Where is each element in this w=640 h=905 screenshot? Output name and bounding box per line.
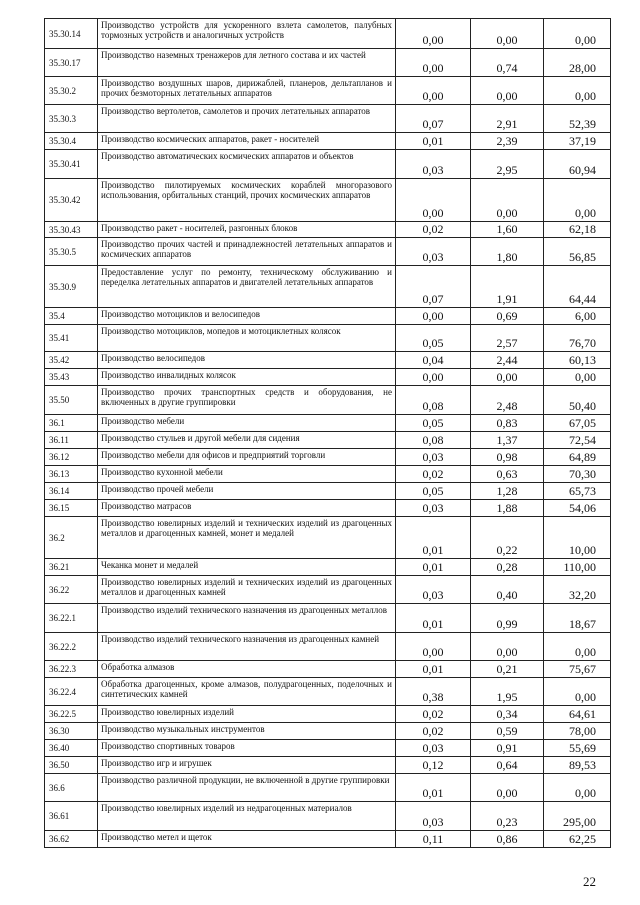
table-row [45,150,611,179]
cell-name: Производство мотоциклов, мопедов и мотоциклетных колясок [98,325,396,352]
cell-code: 36.2 [45,517,98,559]
cell-value-1: 0,01 [396,517,471,559]
cell-name: Производство ювелирных изделий и технических изделий из драгоценных металлов и драгоценных камней [98,576,396,604]
cell-value-1: 0,02 [396,222,471,238]
cell-code: 35.50 [45,386,98,415]
cell-name: Производство изделий технического назначения из драгоценных камней [98,633,396,661]
cell-value-3: 89,53 [544,757,611,774]
table-row [45,604,611,633]
cell-value-1: 0,08 [396,386,471,415]
cell-value-1: 0,07 [396,105,471,133]
table-row [45,386,611,415]
cell-value-3: 0,00 [544,678,611,706]
cell-code: 36.61 [45,802,98,831]
cell-name: Производство инвалидных колясок [98,369,396,386]
cell-value-1: 0,00 [396,633,471,661]
cell-value-2: 0,00 [471,77,544,105]
cell-value-2: 0,59 [471,723,544,740]
cell-code: 35.4 [45,308,98,325]
cell-name: Производство музыкальных инструментов [98,723,396,740]
cell-name: Производство спортивных товаров [98,740,396,757]
cell-name: Производство стульев и другой мебели для сидения [98,432,396,449]
table-body [45,19,611,848]
cell-value-1: 0,01 [396,604,471,633]
cell-code: 36.50 [45,757,98,774]
cell-value-1: 0,02 [396,723,471,740]
cell-value-1: 0,12 [396,757,471,774]
cell-value-3: 32,20 [544,576,611,604]
cell-value-2: 0,21 [471,661,544,678]
cell-name: Чеканка монет и медалей [98,559,396,576]
cell-value-2: 2,57 [471,325,544,352]
cell-name: Производство наземных тренажеров для летного состава и их частей [98,49,396,77]
cell-value-1: 0,01 [396,774,471,802]
cell-name: Производство мотоциклов и велосипедов [98,308,396,325]
cell-code: 36.22.5 [45,706,98,723]
cell-value-2: 0,00 [471,369,544,386]
cell-name: Обработка драгоценных, кроме алмазов, полудрагоценных, поделочных и синтетических камней [98,678,396,706]
cell-value-1: 0,11 [396,831,471,848]
cell-value-2: 0,98 [471,449,544,466]
cell-name: Производство прочих транспортных средств и оборудования, не включенных в другие группировки [98,386,396,415]
cell-value-3: 55,69 [544,740,611,757]
cell-value-1: 0,38 [396,678,471,706]
table-row [45,740,611,757]
table-row [45,432,611,449]
cell-value-1: 0,02 [396,466,471,483]
cell-code: 35.41 [45,325,98,352]
cell-code: 36.15 [45,500,98,517]
cell-value-2: 0,00 [471,774,544,802]
cell-code: 36.22.3 [45,661,98,678]
table-row [45,352,611,369]
cell-value-3: 0,00 [544,77,611,105]
cell-value-1: 0,03 [396,449,471,466]
table-row [45,19,611,49]
cell-code: 35.30.2 [45,77,98,105]
cell-value-3: 67,05 [544,415,611,432]
cell-code: 35.30.3 [45,105,98,133]
cell-value-1: 0,03 [396,150,471,179]
cell-value-1: 0,00 [396,77,471,105]
cell-name: Производство ракет - носителей, разгонных блоков [98,222,396,238]
cell-value-1: 0,03 [396,500,471,517]
cell-value-2: 0,74 [471,49,544,77]
cell-name: Производство кухонной мебели [98,466,396,483]
cell-value-1: 0,05 [396,415,471,432]
cell-name: Производство пилотируемых космических кораблей многоразового использования, орбитальных станций, прочих космических аппаратов [98,179,396,222]
cell-code: 35.30.4 [45,133,98,150]
page-number: 22 [583,874,596,889]
cell-value-1: 0,05 [396,325,471,352]
cell-value-2: 0,28 [471,559,544,576]
cell-code: 36.21 [45,559,98,576]
table-row [45,415,611,432]
cell-value-2: 2,39 [471,133,544,150]
cell-value-3: 0,00 [544,774,611,802]
cell-value-1: 0,00 [396,49,471,77]
cell-value-3: 64,61 [544,706,611,723]
cell-value-1: 0,03 [396,802,471,831]
cell-value-3: 0,00 [544,633,611,661]
cell-code: 36.30 [45,723,98,740]
cell-value-1: 0,05 [396,483,471,500]
cell-value-3: 60,13 [544,352,611,369]
table-row [45,757,611,774]
cell-value-3: 78,00 [544,723,611,740]
table-row [45,369,611,386]
cell-value-3: 62,25 [544,831,611,848]
table-row [45,49,611,77]
table-row [45,325,611,352]
cell-name: Предоставление услуг по ремонту, техническому обслуживанию и переделка летательных аппаратов и двигателей летательных аппаратов [98,266,396,308]
cell-value-3: 75,67 [544,661,611,678]
cell-value-3: 18,67 [544,604,611,633]
table-row [45,517,611,559]
cell-value-3: 60,94 [544,150,611,179]
cell-value-3: 110,00 [544,559,611,576]
cell-code: 36.11 [45,432,98,449]
cell-value-2: 2,91 [471,105,544,133]
cell-value-2: 1,95 [471,678,544,706]
cell-name: Производство изделий технического назначения из драгоценных металлов [98,604,396,633]
cell-value-2: 0,86 [471,831,544,848]
cell-name: Производство велосипедов [98,352,396,369]
cell-value-2: 0,64 [471,757,544,774]
cell-name: Производство матрасов [98,500,396,517]
cell-value-2: 0,40 [471,576,544,604]
cell-value-1: 0,01 [396,661,471,678]
cell-name: Производство ювелирных изделий и технических изделий из драгоценных металлов и драгоценных камней, монет и медалей [98,517,396,559]
cell-value-1: 0,00 [396,179,471,222]
cell-code: 35.30.17 [45,49,98,77]
cell-value-2: 2,48 [471,386,544,415]
cell-value-2: 0,00 [471,179,544,222]
cell-value-3: 10,00 [544,517,611,559]
table-row [45,831,611,848]
cell-value-2: 0,83 [471,415,544,432]
cell-code: 36.12 [45,449,98,466]
cell-value-1: 0,00 [396,308,471,325]
cell-value-3: 52,39 [544,105,611,133]
cell-code: 36.40 [45,740,98,757]
cell-value-3: 76,70 [544,325,611,352]
table-row [45,238,611,266]
table-row [45,723,611,740]
table-row [45,266,611,308]
cell-value-3: 0,00 [544,19,611,49]
cell-name: Производство космических аппаратов, ракет - носителей [98,133,396,150]
cell-value-2: 0,91 [471,740,544,757]
cell-name: Производство вертолетов, самолетов и прочих летательных аппаратов [98,105,396,133]
cell-value-3: 37,19 [544,133,611,150]
cell-code: 36.62 [45,831,98,848]
cell-name: Производство ювелирных изделий из недрагоценных материалов [98,802,396,831]
cell-value-2: 1,91 [471,266,544,308]
cell-value-2: 0,99 [471,604,544,633]
cell-code: 36.22 [45,576,98,604]
cell-value-1: 0,00 [396,369,471,386]
cell-name: Производство ювелирных изделий [98,706,396,723]
cell-value-2: 1,28 [471,483,544,500]
table-row [45,483,611,500]
cell-name: Производство устройств для ускоренного взлета самолетов, палубных тормозных устройств и аналогичных устройств [98,19,396,49]
cell-code: 35.42 [45,352,98,369]
cell-value-3: 28,00 [544,49,611,77]
cell-code: 36.13 [45,466,98,483]
table-row [45,77,611,105]
cell-code: 36.22.1 [45,604,98,633]
cell-code: 36.22.4 [45,678,98,706]
cell-code: 36.14 [45,483,98,500]
cell-value-2: 2,95 [471,150,544,179]
cell-value-3: 64,89 [544,449,611,466]
table-row [45,466,611,483]
cell-value-1: 0,01 [396,133,471,150]
cell-code: 35.30.14 [45,19,98,49]
cell-name: Производство метел и щеток [98,831,396,848]
cell-value-2: 0,69 [471,308,544,325]
cell-value-3: 65,73 [544,483,611,500]
table-row [45,678,611,706]
table-row [45,576,611,604]
cell-value-3: 54,06 [544,500,611,517]
cell-name: Производство прочих частей и принадлежностей летательных аппаратов и космических аппаратов [98,238,396,266]
cell-code: 35.30.41 [45,150,98,179]
cell-value-3: 0,00 [544,179,611,222]
cell-value-2: 0,63 [471,466,544,483]
table-row [45,179,611,222]
document-table-container [44,18,610,848]
cell-name: Производство прочей мебели [98,483,396,500]
cell-name: Производство мебели [98,415,396,432]
table-row [45,559,611,576]
cell-code: 35.30.9 [45,266,98,308]
cell-value-3: 62,18 [544,222,611,238]
cell-value-3: 70,30 [544,466,611,483]
cell-code: 36.6 [45,774,98,802]
cell-name: Обработка алмазов [98,661,396,678]
table-row [45,105,611,133]
table-row [45,706,611,723]
cell-value-3: 50,40 [544,386,611,415]
cell-name: Производство различной продукции, не включенной в другие группировки [98,774,396,802]
cell-value-3: 6,00 [544,308,611,325]
cell-value-1: 0,00 [396,19,471,49]
cell-value-1: 0,02 [396,706,471,723]
cell-value-2: 0,23 [471,802,544,831]
cell-value-2: 1,37 [471,432,544,449]
cell-code: 36.22.2 [45,633,98,661]
cell-code: 35.30.5 [45,238,98,266]
cell-name: Производство воздушных шаров, дирижаблей, планеров, дельтапланов и прочих безмоторных летательных аппаратов [98,77,396,105]
cell-value-3: 64,44 [544,266,611,308]
table-row [45,133,611,150]
cell-code: 35.43 [45,369,98,386]
cell-value-2: 1,80 [471,238,544,266]
table-row [45,222,611,238]
cell-value-2: 1,60 [471,222,544,238]
cell-value-1: 0,01 [396,559,471,576]
table-row [45,661,611,678]
cell-value-2: 2,44 [471,352,544,369]
table-row [45,449,611,466]
cell-value-2: 1,88 [471,500,544,517]
cell-name: Производство мебели для офисов и предприятий торговли [98,449,396,466]
cell-value-3: 56,85 [544,238,611,266]
table-row [45,308,611,325]
cell-name: Производство автоматических космических аппаратов и объектов [98,150,396,179]
cell-value-3: 0,00 [544,369,611,386]
cell-value-1: 0,04 [396,352,471,369]
cell-value-2: 0,22 [471,517,544,559]
okved-coefficients-table [44,18,611,848]
cell-name: Производство игр и игрушек [98,757,396,774]
cell-code: 35.30.42 [45,179,98,222]
table-row [45,633,611,661]
cell-code: 36.1 [45,415,98,432]
table-row [45,802,611,831]
cell-value-1: 0,03 [396,740,471,757]
cell-value-1: 0,07 [396,266,471,308]
cell-value-2: 0,00 [471,19,544,49]
cell-value-1: 0,03 [396,238,471,266]
cell-value-2: 0,34 [471,706,544,723]
cell-value-2: 0,00 [471,633,544,661]
table-row [45,500,611,517]
cell-code: 35.30.43 [45,222,98,238]
table-row [45,774,611,802]
cell-value-3: 72,54 [544,432,611,449]
cell-value-1: 0,03 [396,576,471,604]
cell-value-3: 295,00 [544,802,611,831]
cell-value-1: 0,08 [396,432,471,449]
